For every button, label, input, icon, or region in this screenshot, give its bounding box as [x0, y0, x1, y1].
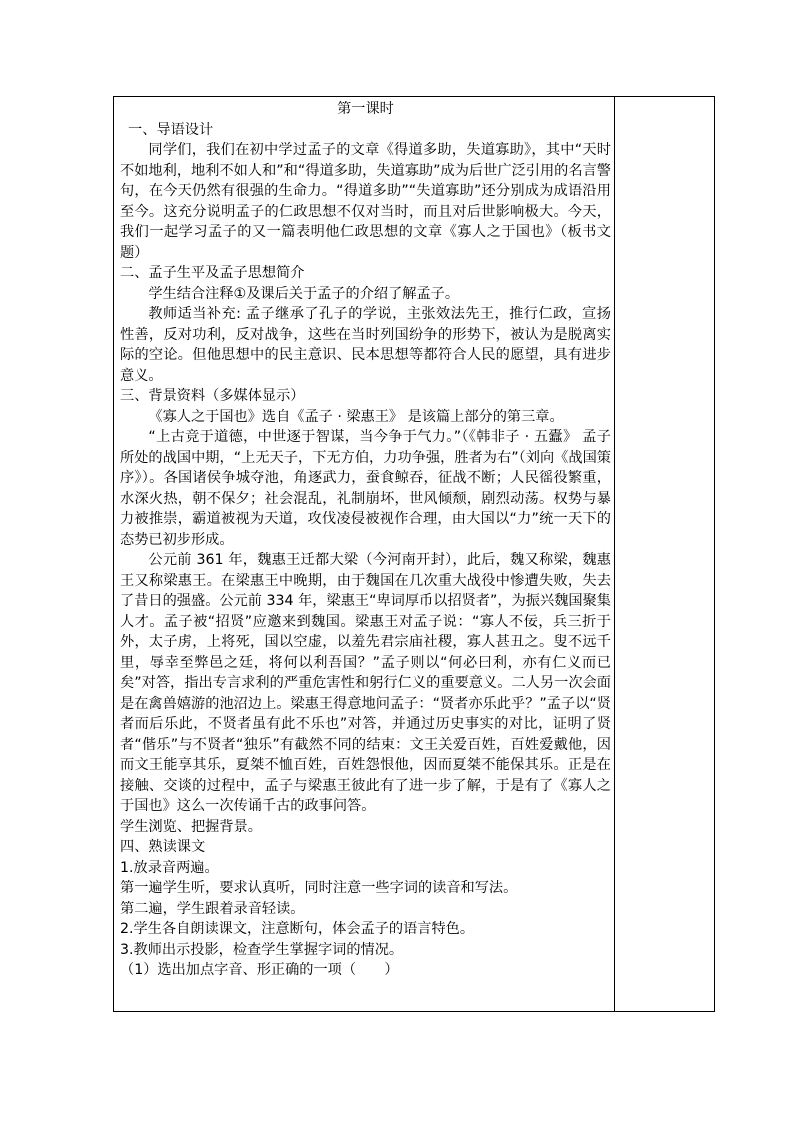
lesson-content-cell [114, 97, 615, 1011]
paragraph-mencius-2: 教师适当补充: 孟子继承了孔子的学说，主张效法先王，推行仁政，宣扬性善，反对功利，反对战争，这些在当时列国纷争的形势下，被认为是脱离实际的空论。但他思想中的民主意识、民本思想等都符合人民的愿望，具有进步意义。 [120, 306, 611, 384]
list-item-1: 1.放录音两遍。 [120, 859, 219, 876]
list-item-2: 2.学生各自朗读课文，注意断句，体会孟子的语言特色。 [120, 921, 475, 937]
section-heading-mencius: 二、孟子生平及孟子思想简介 [120, 265, 305, 281]
paragraph-student-browse: 学生浏览、把握背景。 [120, 818, 262, 835]
paragraph-background-1: 《寡人之于国也》选自《孟子 · 梁惠王》 是该篇上部分的第三章。 [148, 408, 564, 425]
notes-cell [615, 97, 714, 1011]
list-item-1b: 第二遍，学生跟着录音轻读。 [120, 900, 305, 917]
list-item-3: 3.教师出示投影，检查学生掌握字词的情况。 [120, 941, 404, 958]
paragraph-background-2: “上古竞于道德，中世逐于智谋，当今争于气力。”（《韩非子 · 五蠹》 孟子所处的战国中期，“上无天子，下无方伯，力功争强，胜者为右”（刘向《战国策序》）。各国诸侯争城夺池，角逐武力，蚕食鲸吞，征战不断；人民徭役繁重，水深火热，朝不保夕；社会混乱，礼制崩坏，世风倾颓，剧烈动荡。权势与暴力被推崇，霸道被视为天道，攻伐凌侵被视作合理，由大国以“力”统一天下的态势已初步形成。 [120, 429, 611, 548]
list-item-1a: 第一遍学生听，要求认真听，同时注意一些字词的读音和写法。 [120, 880, 518, 896]
section-heading-reading: 四、熟读课文 [120, 839, 206, 855]
paragraph-mencius-1: 学生结合注释①及课后关于孟子的介绍了解孟子。 [148, 285, 460, 302]
section-heading-background: 三、背景资料（多媒体显示） [120, 388, 305, 404]
question-1: （1）选出加点字音、形正确的一项（ ） [120, 962, 399, 978]
paragraph-intro: 同学们，我们在初中学过孟子的文章《得道多助，失道寡助》，其中“天时不如地利，地利不如人和”和“得道多助，失道寡助”成为后世广泛引用的名言警句，在今天仍然有很强的生命力。“得道多助”“失道寡助”还分别成为成语沿用至今。这充分说明孟子的仁政思想不仅对当时，而且对后世影响极大。今天，我们一起学习孟子的又一篇表明他仁政思想的文章《寡人之于国也》（板书文题） [120, 142, 611, 261]
paragraph-background-3: 公元前 361 年，魏惠王迁都大梁（今河南开封），此后，魏又称梁，魏惠王又称梁惠王。在梁惠王中晚期，由于魏国在几次重大战役中惨遭失败，失去了昔日的强盛。公元前 334 年，梁惠王“卑词厚币以招贤者”，为振兴魏国聚集人才。孟子被“招贤”应邀来到魏国。梁惠王对孟子说：“寡人不佞，兵三折于外，太子虏，上将死，国以空虚，以羞先君宗庙社稷，寡人甚丑之。叟不远千里，辱幸至弊邑之廷，将何以利吾国？”孟子则以“何必曰利，亦有仁义而已矣”对答，指出专言求利的严重危害性和躬行仁义的重要意义。二人另一次会面是在禽兽嬉游的池沼边上。梁惠王得意地问孟子：“贤者亦乐此乎？”孟子以“贤者而后乐此，不贤者虽有此不乐也”对答，并通过历史事实的对比，证明了贤者“偕乐”与不贤者“独乐”有截然不同的结束：文王关爱百姓，百姓爱戴他，因而文王能享其乐，夏桀不恤百姓，百姓怨恨他，因而夏桀不能保其乐。正是在接触、交谈的过程中，孟子与梁惠王彼此有了进一步了解，于是有了《寡人之于国也》这么一次传诵千古的政事问答。 [120, 552, 611, 814]
section-heading-intro: 一、导语设计 [128, 121, 214, 138]
lesson-title: 第一课时 [337, 101, 394, 117]
lesson-table [113, 96, 715, 1012]
